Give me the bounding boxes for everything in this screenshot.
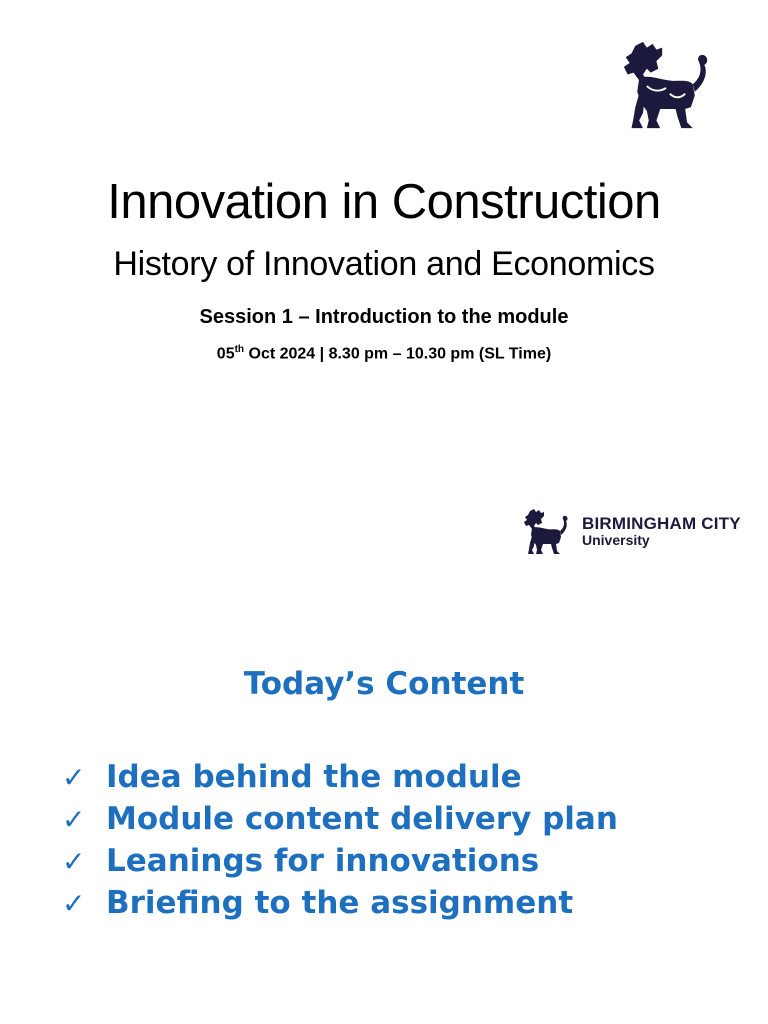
session-date-time [0,344,768,363]
checkmark-icon: ✓ [62,886,86,920]
lion-crest-icon [618,40,714,132]
agenda-item-label: Briefing to the assignment [106,885,574,921]
session-title: Session 1 – Introduction to the module [199,306,569,328]
checkmark-icon: ✓ [62,802,86,836]
agenda-item [62,756,618,798]
date-rest: Oct 2024 | 8.30 pm – 10.30 pm (SL Time) [244,345,552,363]
date-ordinal-suffix: th [234,344,245,355]
agenda-list [62,756,618,924]
agenda-item [62,798,618,840]
checkmark-icon: ✓ [62,760,86,794]
agenda-slide [0,512,768,1024]
agenda-heading: Today’s Content [243,666,525,702]
brand-name: BIRMINGHAM CITY [582,514,741,534]
date-day: 05 [216,345,235,363]
brand-subname: University [582,532,650,549]
agenda-item [62,882,618,924]
main-title: Innovation in Construction [107,175,661,229]
subtitle: History of Innovation and Economics [113,245,655,283]
agenda-item-label: Leanings for innovations [106,843,540,879]
agenda-item-label: Idea behind the module [106,759,522,795]
agenda-item-label: Module content delivery plan [106,801,618,837]
checkmark-icon: ✓ [62,844,86,878]
agenda-item [62,840,618,882]
